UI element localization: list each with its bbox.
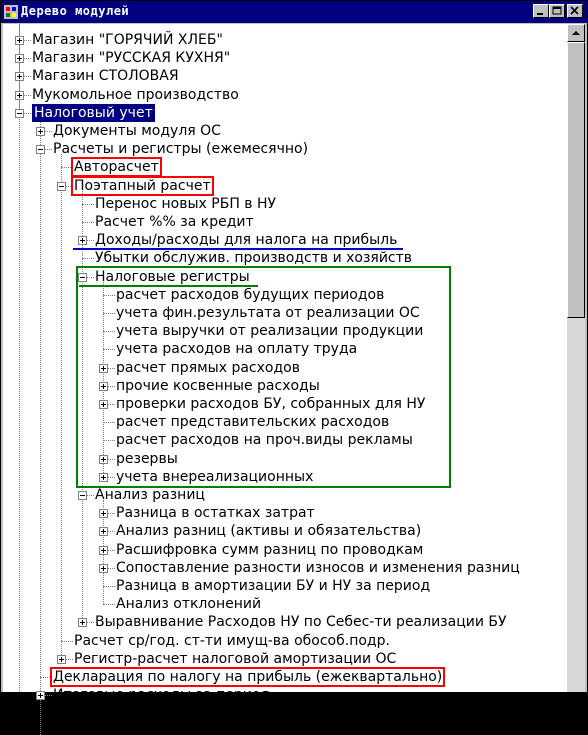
tree-item[interactable]: Документы модуля ОС <box>53 123 221 139</box>
tree-item[interactable]: расчет расходов будущих периодов <box>116 287 385 303</box>
tree-item[interactable]: Регистр-расчет налоговой амортизации ОС <box>74 651 397 667</box>
expand-icon[interactable] <box>15 54 24 63</box>
tree-connector-line <box>82 222 94 223</box>
expand-icon[interactable] <box>36 127 45 136</box>
tree-item[interactable]: расчет расходов на проч.виды рекламы <box>116 432 413 448</box>
tree-item[interactable]: Доходы/расходы для налога на прибыль <box>95 232 398 248</box>
tree-item[interactable]: Авторасчет <box>74 159 159 175</box>
collapse-icon[interactable] <box>78 491 87 500</box>
tree-item[interactable]: Сопоставление разности износов и изменения разниц <box>116 560 520 576</box>
tree-connector-line <box>103 604 115 605</box>
tree-connector-line <box>61 154 62 659</box>
expand-icon[interactable] <box>36 691 45 700</box>
title-bar[interactable] <box>1 1 587 23</box>
expand-icon[interactable] <box>15 72 24 81</box>
scrollbar-thumb[interactable] <box>567 42 585 318</box>
tree-item[interactable]: резервы <box>116 451 178 467</box>
tree-item[interactable]: учета выручки от реализации продукции <box>116 323 424 339</box>
tree-connector-line <box>61 641 73 642</box>
app-icon <box>4 5 18 19</box>
tree-item[interactable]: Магазин СТОЛОВАЯ <box>32 68 179 84</box>
collapse-icon[interactable] <box>15 109 24 118</box>
tree-item[interactable]: Итоговые расходы за период <box>53 687 271 703</box>
collapse-icon[interactable] <box>57 182 66 191</box>
highlight-box <box>71 157 162 177</box>
expand-icon[interactable] <box>99 527 108 536</box>
tree-connector-line <box>82 258 94 259</box>
module-tree[interactable] <box>3 24 567 703</box>
tree-item[interactable]: учета внереализационных <box>116 469 314 485</box>
tree-item[interactable]: проверки расходов БУ, собранных для НУ <box>116 396 426 412</box>
tree-item[interactable]: учета расходов на оплату труда <box>116 341 358 357</box>
maximize-icon <box>552 6 562 16</box>
tree-connector-line <box>103 586 115 587</box>
tree-item[interactable]: расчет представительских расходов <box>116 414 390 430</box>
underline-blue <box>73 248 403 250</box>
tree-item[interactable]: Выравнивание Расходов НУ по Себес-ти реализации БУ <box>95 614 507 630</box>
collapse-icon[interactable] <box>36 145 45 154</box>
close-icon <box>570 6 580 16</box>
tree-item[interactable]: Расчет %% за кредит <box>95 214 254 230</box>
tree-item[interactable]: Анализ разниц (активы и обязательства) <box>116 523 422 539</box>
tree-item[interactable]: Расшифровка сумм разниц по проводкам <box>116 542 424 558</box>
tree-item[interactable]: расчет прямых расходов <box>116 360 300 376</box>
tree-item[interactable]: Магазин "РУССКАЯ КУХНЯ" <box>32 50 231 66</box>
tree-item[interactable]: Расчеты и регистры (ежемесячно) <box>53 141 309 157</box>
expand-icon[interactable] <box>57 655 66 664</box>
vertical-scrollbar[interactable] <box>567 24 585 692</box>
tree-item[interactable]: Налоговый учет <box>34 105 153 121</box>
tree-item[interactable]: Декларация по налогу на прибыль (ежеквартально) <box>53 669 443 685</box>
tree-item[interactable]: Поэтапный расчет <box>74 178 211 194</box>
tree-item[interactable]: Мукомольное производство <box>32 87 239 103</box>
expand-icon[interactable] <box>99 509 108 518</box>
expand-icon[interactable] <box>99 546 108 555</box>
tree-item[interactable]: Анализ разниц <box>95 487 205 503</box>
maximize-button[interactable] <box>549 4 565 18</box>
arrow-up-icon <box>568 25 584 41</box>
tree-item[interactable]: Перенос новых РБП в НУ <box>95 196 277 212</box>
expand-icon[interactable] <box>78 236 87 245</box>
minimize-icon <box>536 6 546 16</box>
underline-green <box>79 285 258 287</box>
window-title: Дерево модулей <box>21 4 130 18</box>
tree-item[interactable]: Разница в остатках затрат <box>116 505 315 521</box>
tree-item[interactable]: Анализ отклонений <box>116 596 262 612</box>
highlight-box-green <box>76 266 451 488</box>
tree-item[interactable]: прочие косвенные расходы <box>116 378 320 394</box>
minimize-button[interactable] <box>533 4 549 18</box>
expand-icon[interactable] <box>15 36 24 45</box>
tree-item[interactable]: Расчет ср/год. ст-ти имущ-ва обособ.подр. <box>74 633 390 649</box>
tree-connector-line <box>40 118 41 695</box>
highlight-box <box>50 667 445 687</box>
tree-connector-line <box>40 695 41 735</box>
expand-icon[interactable] <box>78 618 87 627</box>
tree-item[interactable]: Налоговые регистры <box>95 269 250 285</box>
scroll-up-button[interactable] <box>567 24 585 42</box>
highlight-box <box>71 176 214 196</box>
expand-icon[interactable] <box>15 91 24 100</box>
tree-item[interactable]: Разница в амортизации БУ и НУ за период <box>116 578 431 594</box>
tree-item[interactable]: Магазин "ГОРЯЧИЙ ХЛЕБ" <box>32 32 223 48</box>
tree-connector-line <box>19 24 20 692</box>
tree-connector-line <box>82 204 94 205</box>
tree-item[interactable]: учета фин.результата от реализации ОС <box>116 305 420 321</box>
close-button[interactable] <box>567 4 583 18</box>
tree-item[interactable]: Убытки обслужив. производств и хозяйств <box>95 250 413 266</box>
expand-icon[interactable] <box>99 564 108 573</box>
